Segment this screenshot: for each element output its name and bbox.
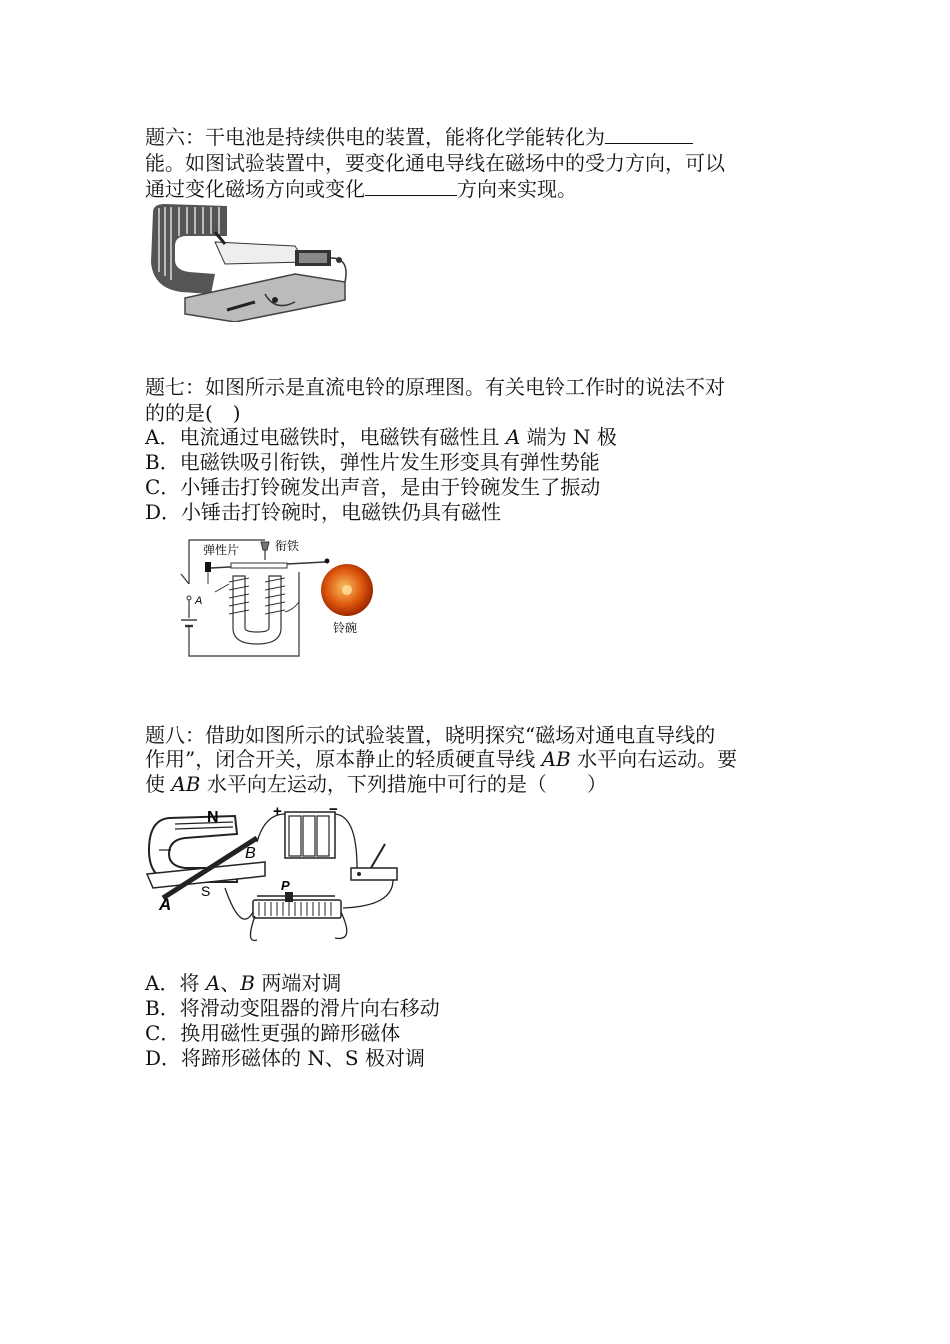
q8-line3-end: 水平向左运动，下列措施中可行的是（ ） bbox=[200, 772, 607, 796]
q6-line3 bbox=[145, 176, 577, 202]
q8-option-d: D．将蹄形磁体的 N、S 极对调 bbox=[145, 1046, 425, 1070]
q8-line3 bbox=[145, 771, 607, 797]
q8-option-a-var2: B bbox=[240, 971, 255, 995]
q8-line2 bbox=[145, 746, 737, 772]
q8-option-a-end: 两端对调 bbox=[254, 971, 342, 995]
q8-label-s: S bbox=[201, 883, 211, 899]
q7-line1: 题七：如图所示是直流电铃的原理图。有关电铃工作时的说法不对 bbox=[145, 375, 725, 399]
q6-apparatus-photo bbox=[145, 202, 355, 322]
q6-line2: 能。如图试验装置中，要变化通电导线在磁场中的受力方向，可以 bbox=[145, 151, 725, 175]
q8-option-b: B．将滑动变阻器的滑片向右移动 bbox=[145, 996, 440, 1020]
q7-option-a-text: A．电流通过电磁铁时，电磁铁有磁性且 bbox=[145, 425, 506, 449]
q8-option-a bbox=[145, 970, 341, 996]
q8-option-a-text: A．将 bbox=[145, 971, 206, 995]
q8-line2-text: 作用”，闭合开关，原本静止的轻质硬直导线 bbox=[145, 747, 542, 771]
q8-option-a-var1: A bbox=[205, 971, 221, 995]
q6-line3-text-a: 通过变化磁场方向或变化 bbox=[145, 177, 365, 201]
q8-line2-end: 水平向右运动。要 bbox=[570, 747, 738, 771]
q6-blank-2 bbox=[365, 177, 457, 196]
q6-line1-text: 题六：干电池是持续供电的装置，能将化学能转化为 bbox=[145, 125, 605, 149]
q7-option-a bbox=[145, 424, 617, 450]
q8-apparatus-diagram bbox=[145, 802, 405, 954]
q7-label-armature: 衔铁 bbox=[275, 539, 300, 553]
q6-line3-text-b: 方向来实现。 bbox=[457, 177, 577, 201]
q8-label-minus: − bbox=[329, 802, 338, 818]
q7-label-spring: 弹性片 bbox=[203, 543, 240, 557]
q8-line3-var: AB bbox=[171, 772, 201, 796]
q8-option-c: C．换用磁性更强的蹄形磁体 bbox=[145, 1021, 401, 1045]
q7-option-c: C．小锤击打铃碗发出声音，是由于铃碗发生了振动 bbox=[145, 475, 601, 499]
q8-label-p: P bbox=[281, 878, 290, 893]
q8-line1: 题八：借助如图所示的试验装置，晓明探究“磁场对通电直导线的 bbox=[145, 723, 716, 747]
q7-label-bowl: 铃碗 bbox=[333, 621, 358, 635]
q7-option-a-var: A bbox=[505, 425, 521, 449]
q7-label-a: A bbox=[195, 595, 203, 607]
q8-label-plus: + bbox=[273, 803, 282, 820]
q8-option-a-sep: 、 bbox=[220, 971, 241, 995]
q8-line2-var: AB bbox=[541, 747, 571, 771]
q7-option-a-end: 端为 N 极 bbox=[520, 425, 617, 449]
q7-option-b: B．电磁铁吸引衔铁，弹性片发生形变具有弹性势能 bbox=[145, 450, 600, 474]
q8-line3-start: 使 bbox=[145, 772, 172, 796]
q6-blank-1 bbox=[605, 125, 693, 144]
q6-line1 bbox=[145, 124, 693, 150]
q7-option-d: D．小锤击打铃碗时，电磁铁仍具有磁性 bbox=[145, 500, 502, 524]
q7-line2: 的的是( ) bbox=[145, 401, 241, 425]
q8-label-n: N bbox=[207, 809, 219, 826]
q8-label-b: B bbox=[245, 845, 256, 862]
q8-label-a: A bbox=[159, 895, 172, 914]
q7-bell-diagram bbox=[175, 532, 375, 660]
